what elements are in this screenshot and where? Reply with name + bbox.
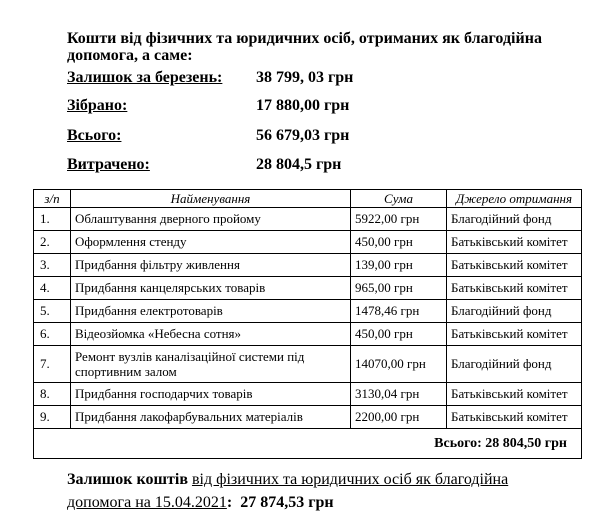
table-row [34,208,582,231]
header-number: з/п [34,190,71,208]
row-amount: 139,00 грн [351,254,447,277]
row-name: Придбання фільтру живлення [71,254,351,277]
row-name: Оформлення стенду [71,231,351,254]
row-amount: 450,00 грн [351,323,447,346]
footer-label: Залишок коштів [67,471,188,488]
summary-value: 38 799, 03 грн [256,69,354,86]
table-row [34,254,582,277]
footer-line-1 [67,470,508,490]
row-number: 1. [34,208,71,231]
summary-value: 17 880,00 грн [256,97,350,114]
row-amount: 1478,46 грн [351,300,447,323]
summary-label: Витрачено: [67,156,150,173]
row-number: 5. [34,300,71,323]
row-amount: 2200,00 грн [351,406,447,429]
row-number: 2. [34,231,71,254]
table-total-row [34,429,582,459]
row-source: Батьківський комітет [447,277,582,300]
header-name: Найменування [71,190,351,208]
row-number: 9. [34,406,71,429]
row-name: Придбання господарчих товарів [71,383,351,406]
row-number: 6. [34,323,71,346]
row-name: Придбання лакофарбувальних матеріалів [71,406,351,429]
row-amount: 965,00 грн [351,277,447,300]
row-name: Облаштування дверного пройому [71,208,351,231]
row-number: 8. [34,383,71,406]
table-row [34,300,582,323]
row-amount: 5922,00 грн [351,208,447,231]
header-amount: Сума [351,190,447,208]
summary-value: 28 804,5 грн [256,156,342,173]
summary-value: 56 679,03 грн [256,127,350,144]
table-row [34,383,582,406]
expenses-table [33,189,582,459]
row-number: 7. [34,346,71,383]
table-row [34,277,582,300]
row-name: Придбання канцелярських товарів [71,277,351,300]
row-amount: 450,00 грн [351,231,447,254]
row-source: Батьківський комітет [447,406,582,429]
footer-text-2: допомога на 15.04.2021 [67,494,227,511]
summary-label: Всього: [67,127,122,144]
footer-text-1: від фізичних та юридичних осіб як благодійна [191,471,509,488]
row-source: Батьківський комітет [447,383,582,406]
heading-line-1: Кошти від фізичних та юридичних осіб, отриманих як благодійна [67,30,542,47]
row-source: Батьківський комітет [447,323,582,346]
table-row [34,323,582,346]
heading-line-2: допомога, а саме: [67,47,193,64]
row-source: Батьківський комітет [447,231,582,254]
row-number: 3. [34,254,71,277]
row-source: Благодійний фонд [447,300,582,323]
table-row [34,346,582,383]
summary-label: Зібрано: [67,97,128,114]
footer-colon: : [226,494,233,511]
table-total: Всього: 28 804,50 грн [34,429,582,459]
row-name: Придбання електротоварів [71,300,351,323]
summary-label: Залишок за березень: [67,69,223,86]
header-source: Джерело отримання [447,190,582,208]
footer-value: 27 874,53 грн [240,494,334,511]
footer-line-2 [67,493,334,513]
row-number: 4. [34,277,71,300]
table-row [34,231,582,254]
row-name: Ремонт вузлів каналізаційної системи під спортивним залом [71,346,351,383]
row-source: Батьківський комітет [447,254,582,277]
row-source: Благодійний фонд [447,346,582,383]
table-header-row [34,190,582,208]
row-amount: 14070,00 грн [351,346,447,383]
row-amount: 3130,04 грн [351,383,447,406]
table-row [34,406,582,429]
row-name: Відеозйомка «Небесна сотня» [71,323,351,346]
row-source: Благодійний фонд [447,208,582,231]
